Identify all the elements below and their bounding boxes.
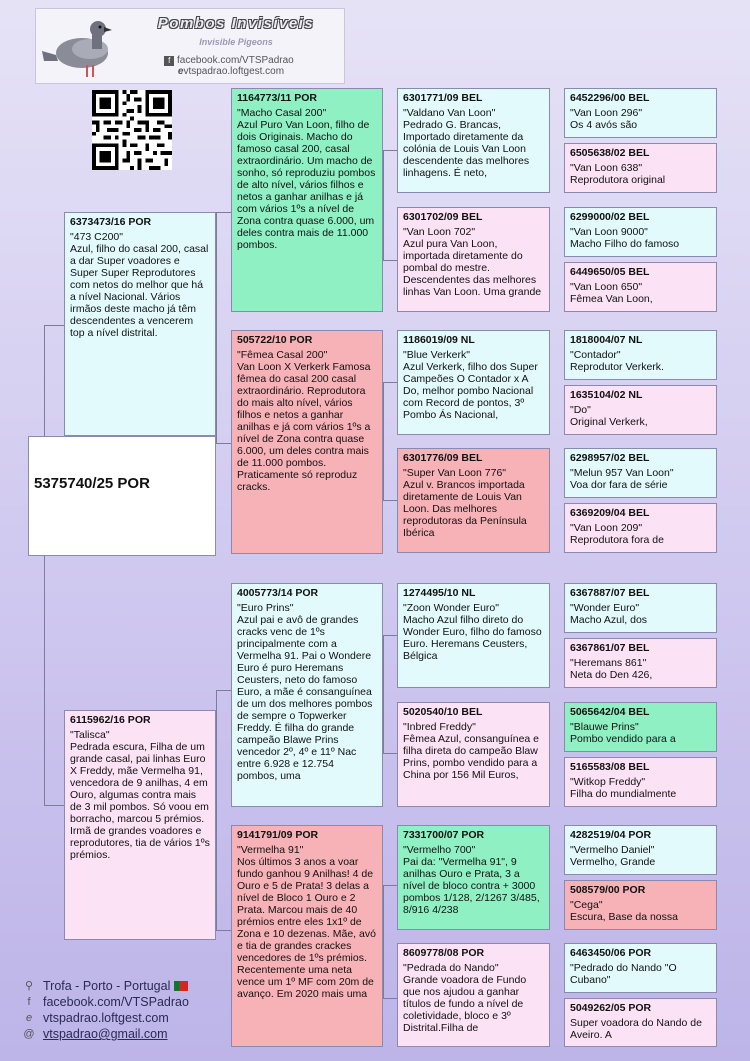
pedigree-description: "Witkop Freddy" Filha do mundialmente (570, 776, 677, 800)
connector-line (383, 382, 397, 383)
pedigree-description: "Vermelho 700" Pai da: "Vermelha 91", 9 anilhas Ouro e Prata, 3 a nível de bloco contra + 3000 pombos 1/128, 2/1267 3/485, 8/916 4/238 (403, 844, 540, 916)
ring-number: 4005773/14 POR (237, 587, 319, 599)
pedigree-description: "Blauwe Prins" Pombo vendido para a (570, 721, 676, 745)
pedigree-description: "Van Loon 9000" Macho Filho do famoso (570, 226, 680, 250)
gen3-card[interactable] (397, 88, 550, 193)
connector-line (383, 150, 384, 260)
pedigree-description: "Van Loon 702" Azul pura Van Loon, importada diretamente do pombal do mestre. Descendentes das melhores linhas Van Loon. Uma grande (403, 226, 542, 298)
connector-line (44, 325, 45, 805)
gen4-card[interactable] (564, 385, 717, 435)
pedigree-description: "Melun 957 Van Loon" Voa dor fara de série (570, 467, 674, 491)
connector-line (383, 885, 397, 886)
ring-number: 5020540/10 BEL (403, 706, 483, 718)
ring-number: 4282519/04 POR (570, 829, 652, 841)
portugal-flag-icon (174, 981, 188, 991)
gen4-card[interactable] (564, 262, 717, 312)
pedigree-description: "Euro Prins" Azul pai e avô de grandes cracks venc de 1ºs principalmente com a Vermelha 91. Pai o Wondere Euro é puro Heremans Ceusters, neto do famoso Euro, a mãe é consanguínea de um dos melhores pombos de sempre o Topwerker Freddy. É filha do grande campeão Blawe Prins vencedor 2º, 4º e 11º Nac entre 6.928 e 12.754 pombos, uma (237, 602, 373, 782)
ring-number: 5165583/08 BEL (570, 761, 650, 773)
brand-subtitle: Invisible Pigeons (199, 37, 273, 47)
gen3-card[interactable] (397, 330, 550, 435)
pedigree-description: "Valdano Van Loon" Pedrado G. Brancas, Importado diretamente da colónia de Louis Van Loon descendente das melhores linhagens. É neto, (403, 107, 530, 179)
ring-number: 508579/00 POR (570, 884, 646, 896)
gen4-card[interactable] (564, 448, 717, 498)
ring-number: 6298957/02 BEL (570, 452, 650, 464)
pedigree-description: "Vermelha 91" Nos últimos 3 anos a voar fundo ganhou 9 Anilhas! 4 de Ouro e 5 de Prata! 3 delas a nível de Bloco 1 Ouro e 2 Prata. Marcou mais de 40 prémios entre eles 1x1º de Zona e 10 dezenas. Mãe, avó e tia de grandes crackes vencedores de 1ºs prémios. Recentemente uma neta vence um 1º MF com 20m de avanço. Em 2020 mais uma (237, 844, 376, 1000)
gen3-card[interactable] (397, 207, 550, 312)
contact-footer (22, 978, 242, 1042)
ring-number: 6463450/06 POR (570, 947, 652, 959)
facebook-icon: f (27, 996, 31, 1008)
connector-line (383, 885, 384, 998)
pedigree-description: "Talisca" Pedrada escura, Filha de um grande casal, pai linhas Euro X Freddy, mãe Vermelha 91, vencedora de 9 anilhas, 4 em Ouro, algumas contra mais de 3 mil pombos. Só voou em borracho, marcou 5 prémios. Irmã de grandes voadores e reprodutores, tia de vários 1ºs prémios. (70, 729, 210, 861)
connector-line (383, 753, 397, 754)
footer-site-link[interactable]: vtspadrao.loftgest.com (43, 1011, 169, 1025)
connector-line (216, 212, 231, 213)
ring-number: 6373473/16 POR (70, 216, 152, 228)
connector-line (44, 805, 64, 806)
gen4-card[interactable] (564, 702, 717, 752)
ring-number: 1274495/10 NL (403, 587, 476, 599)
connector-line (383, 260, 397, 261)
facebook-row (22, 994, 242, 1010)
connector-line (216, 212, 217, 443)
gen3-card[interactable] (397, 825, 550, 930)
pedigree-description: "Blue Verkerk" Azul Verkerk, filho dos Super Campeões O Contador x A Do, melhor pombo Nacional com Record de pontos, 3º Pombo Ás Nacional, (403, 349, 538, 421)
gen3-card[interactable] (397, 702, 550, 807)
location-row (22, 978, 242, 994)
gen3-card[interactable] (397, 943, 550, 1047)
gen3-card[interactable] (397, 583, 550, 688)
connector-line (383, 635, 384, 753)
pedigree-description: "Van Loon 209" Reprodutora fora de (570, 522, 664, 546)
connector-line (383, 635, 397, 636)
ring-number: 6449650/05 BEL (570, 266, 650, 278)
connector-line (383, 382, 384, 500)
ring-number: 5065642/04 BEL (570, 706, 650, 718)
pedigree-description: "Zoon Wonder Euro" Macho Azul filho direto do Wonder Euro, filho do famoso Euro. Heremans Ceusters, Bélgica (403, 602, 542, 662)
gen4-card[interactable] (564, 503, 717, 553)
pedigree-description: "Wonder Euro" Macho Azul, dos (570, 602, 648, 626)
brand-links (114, 55, 344, 77)
ring-number: 7331700/07 POR (403, 829, 485, 841)
location-pin-icon: ⚲ (24, 980, 34, 992)
pedigree-description: "Van Loon 650" Fêmea Van Loon, (570, 281, 653, 305)
ring-number: 6452296/00 BEL (570, 92, 650, 104)
ring-number: 8609778/08 POR (403, 947, 485, 959)
pedigree-description: "Inbred Freddy" Fêmea Azul, consanguínea e filha direta do campeão Blaw Prins, pombo vendido para a China por 156 Mil Euros, (403, 721, 540, 781)
at-icon: @ (23, 1028, 35, 1040)
connector-line (216, 690, 217, 930)
gen4-card[interactable] (564, 88, 717, 138)
connector-line (383, 500, 397, 501)
pedigree-description: "Macho Casal 200" Azul Puro Van Loon, filho de dois Originais. Macho do famoso casal 200, casal extraordinário. Um macho de sonho, só reproduziu pombos de alto nível, vários filhos e netos a ganhar anilhas e já com vários 1ºs a nível de Zona contra quase 6.000, um deles contra mais de 11.000 pombos. (237, 107, 376, 251)
pedigree-description: "Contador" Reprodutor Verkerk. (570, 349, 664, 373)
ring-number: 5049262/05 POR (570, 1002, 652, 1014)
dam-card[interactable] (64, 710, 216, 940)
ring-number: 6301702/09 BEL (403, 211, 483, 223)
ring-number: 6301776/09 BEL (403, 452, 483, 464)
connector-line (383, 998, 397, 999)
pedigree-description: "Do" Original Verkerk, (570, 404, 648, 428)
ring-number: 6367861/07 BEL (570, 642, 650, 654)
connector-line (383, 150, 397, 151)
ring-number: 1818004/07 NL (570, 334, 643, 346)
ring-number: 505722/10 POR (237, 334, 313, 346)
gen2-card[interactable] (231, 330, 383, 554)
ring-number: 1164773/11 POR (237, 92, 317, 104)
pedigree-description: "Fêmea Casal 200" Van Loon X Verkerk Famosa fêmea do casal 200 casal extraordinário. Reprodutora do mais alto nível, vários filhos e netos a ganhar anilhas e já com vários 1ºs a nível de Zona contra quase 6.000, um deles contra mais de 11.000 pombos. Praticamente só reproduz cracks. (237, 349, 371, 493)
qr-code-icon (92, 90, 172, 170)
sire-card[interactable] (64, 212, 216, 436)
subject-card[interactable] (28, 436, 216, 556)
pedigree-description: "Van Loon 296" Os 4 avós são (570, 107, 643, 131)
ring-number: 6369209/04 BEL (570, 507, 650, 519)
gen2-card[interactable] (231, 88, 383, 312)
pedigree-description: "Super Van Loon 776" Azul v. Brancos importada diretamente de Louis Van Loon. Das melhores reprodutoras da Península Ibérica (403, 467, 527, 539)
footer-email-link[interactable]: vtspadrao@gmail.com (43, 1027, 168, 1041)
ring-number: 1186019/09 NL (403, 334, 475, 346)
subject-ring: 5375740/25 POR (34, 475, 150, 492)
connector-line (216, 930, 231, 931)
gen4-card[interactable] (564, 207, 717, 257)
gen2-card[interactable] (231, 583, 383, 807)
ring-number: 6505638/02 BEL (570, 147, 650, 159)
facebook-icon: f (164, 56, 174, 66)
pedigree-description: Super voadora do Nando de Aveiro. A (570, 1017, 702, 1041)
ring-number: 1635104/02 NL (570, 389, 643, 401)
pedigree-description: "473 C200" Azul, filho do casal 200, casal a dar Super voadores e Super Super Reprodutores com netos do melhor que há a nível Nacional. Vários irmãos deste macho já têm descendentes a vencerem top a nível distrital. (70, 231, 209, 339)
pedigree-description: "Cega" Escura, Base da nossa (570, 899, 678, 923)
gen4-card[interactable] (564, 998, 717, 1047)
pedigree-description: "Pedrado do Nando "O Cubano" (570, 962, 677, 986)
brand-header (35, 8, 345, 84)
gen4-card[interactable] (564, 825, 717, 875)
pedigree-description: "Heremans 861" Neta do Den 426, (570, 657, 653, 681)
ring-number: 9141791/09 POR (237, 829, 319, 841)
gen4-card[interactable] (564, 943, 717, 993)
gen4-card[interactable] (564, 583, 717, 633)
brand-site-link[interactable]: vtspadrao.loftgest.com (183, 66, 285, 77)
footer-facebook-link[interactable]: facebook.com/VTSPadrao (43, 995, 189, 1009)
gen4-card[interactable] (564, 638, 717, 688)
pedigree-description: "Van Loon 638" Reprodutora original (570, 162, 666, 186)
brand-facebook-link[interactable]: facebook.com/VTSPadrao (177, 55, 294, 66)
gen4-card[interactable] (564, 757, 717, 807)
pedigree-description: "Vermelho Daniel" Vermelho, Grande (570, 844, 656, 868)
ring-number: 6367887/07 BEL (570, 587, 650, 599)
pedigree-description: "Pedrada do Nando" Grande voadora de Fundo que nos ajudou a ganhar títulos de fundo a nível de coletividade, bloco e 3º Distrital.Filha de (403, 962, 527, 1034)
ring-number: 6301771/09 BEL (403, 92, 483, 104)
connector-line (216, 690, 231, 691)
e-icon: e (25, 1012, 33, 1024)
gen3-card[interactable] (397, 448, 550, 553)
website-row (22, 1010, 242, 1026)
ring-number: 6299000/02 BEL (570, 211, 650, 223)
connector-line (216, 443, 231, 444)
gen4-card[interactable] (564, 143, 717, 193)
e-icon: e (177, 66, 184, 77)
gen2-card[interactable] (231, 825, 383, 1047)
email-row (22, 1026, 242, 1042)
gen4-card[interactable] (564, 330, 717, 380)
connector-line (44, 325, 64, 326)
ring-number: 6115962/16 POR (70, 714, 151, 726)
location-text: Trofa - Porto - Portugal (43, 979, 171, 993)
gen4-card[interactable] (564, 880, 717, 930)
pigeon-logo-icon (40, 11, 118, 81)
brand-title: Pombos Invisíveis (157, 15, 315, 32)
